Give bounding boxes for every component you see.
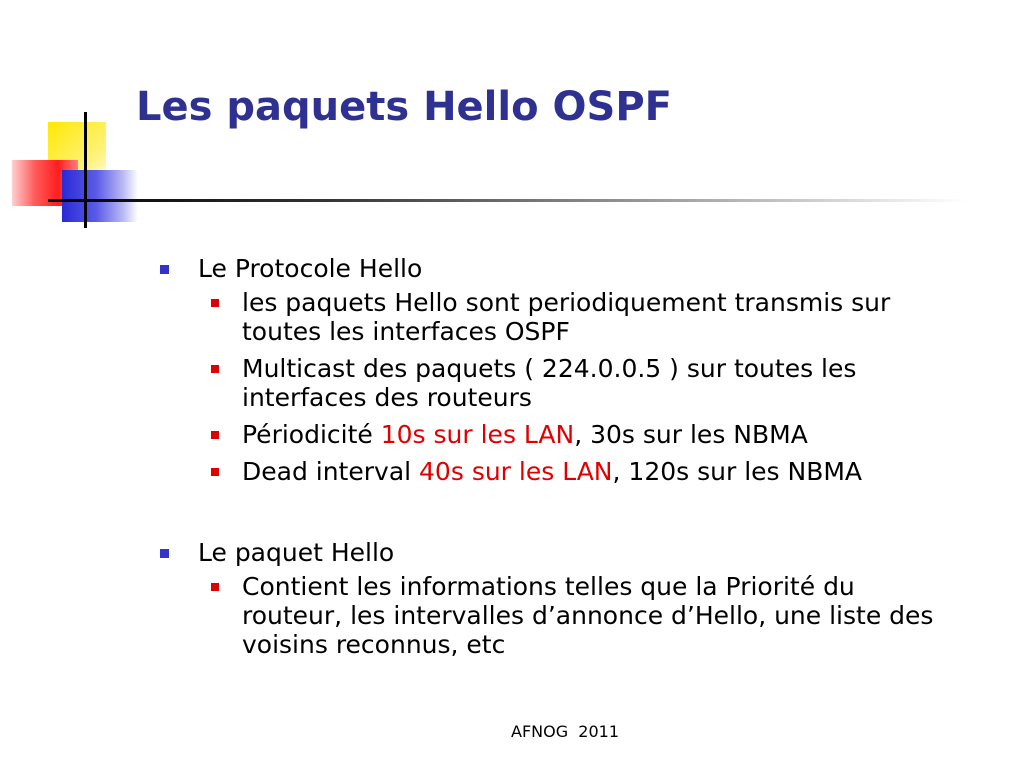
- section-label: Le paquet Hello: [198, 538, 395, 567]
- item-text-suffix: , 30s sur les NBMA: [574, 420, 808, 449]
- bullet-square-icon: [211, 583, 219, 591]
- bullet-square-icon: [211, 468, 219, 476]
- item-highlight: 40s sur les LAN: [419, 457, 613, 486]
- section-hello-packet: [160, 538, 960, 568]
- item-text-prefix: Périodicité: [242, 420, 381, 449]
- item-text-suffix: , 120s sur les NBMA: [612, 457, 863, 486]
- sub-list: [160, 288, 960, 486]
- sub-list: [160, 572, 960, 659]
- section-label: Le Protocole Hello: [198, 254, 423, 283]
- item-text: les paquets Hello sont periodiquement transmis sur toutes les interfaces OSPF: [242, 288, 891, 346]
- bullet-square-icon: [160, 549, 169, 558]
- list-item: [160, 572, 960, 659]
- title-underline: [48, 199, 968, 202]
- bullet-square-icon: [211, 431, 219, 439]
- list-item: [160, 288, 960, 346]
- list-item: [160, 420, 960, 449]
- list-item: [160, 457, 960, 486]
- section-spacer: [160, 494, 960, 538]
- slide-title: Les paquets Hello OSPF: [136, 84, 672, 130]
- bullet-square-icon: [160, 265, 169, 274]
- item-text: Contient les informations telles que la Priorité du routeur, les intervalles d’annonce d’Hello, une liste des voisins reconnus, etc: [242, 572, 934, 659]
- list-item: [160, 354, 960, 412]
- item-highlight: 10s sur les LAN: [380, 420, 575, 449]
- bullet-square-icon: [211, 365, 219, 373]
- slide-body: [160, 254, 960, 667]
- item-text: Multicast des paquets ( 224.0.0.5 ) sur toutes les interfaces des routeurs: [242, 354, 857, 412]
- deco-blue-square: [62, 170, 138, 222]
- bullet-square-icon: [211, 299, 219, 307]
- slide-footer: AFNOG 2011: [511, 722, 619, 741]
- deco-vertical-line: [84, 112, 87, 228]
- section-protocol-hello: [160, 254, 960, 284]
- item-text-prefix: Dead interval: [242, 457, 420, 486]
